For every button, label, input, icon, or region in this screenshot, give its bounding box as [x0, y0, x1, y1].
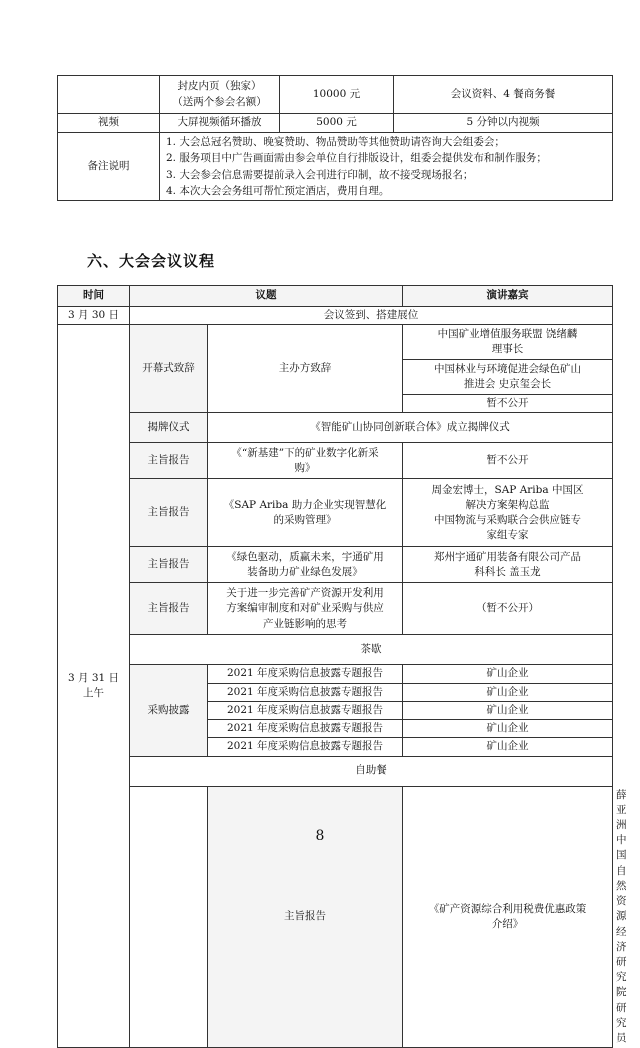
speaker-line: 院 研究员 [616, 986, 627, 1045]
price-cell: 5000 元 [280, 114, 394, 133]
note-line: 1. 大会总冠名赞助、晚宴赞助、物品赞助等其他赞助请咨询大会组委会； [166, 136, 505, 148]
speaker-cell: 矿山企业 [403, 665, 613, 683]
note-line: 4. 本次大会会务组可帮忙预定酒店，费用自理。 [166, 184, 390, 197]
speaker-line: 中国矿业增值服务联盟 饶绪麟 [437, 328, 578, 340]
page-number: 8 [315, 828, 325, 844]
item-cell: 大屏视频循环播放 [160, 114, 280, 133]
item-line: 封皮内页（独家） [177, 80, 262, 93]
topic-cell [208, 547, 403, 583]
date-line: 3 月 31 日 [67, 672, 120, 685]
topic-cell: 主办方致辞 [208, 325, 403, 413]
speaker-cell: 矿山企业 [403, 738, 613, 756]
table-row [58, 786, 613, 1048]
topic-cell: 2021 年度采购信息披露专题报告 [208, 683, 403, 701]
table-row [58, 665, 613, 683]
speaker-line: 理事长 [491, 343, 524, 356]
topic-line: 《矿产资源综合利用税费优惠政策 [428, 902, 587, 915]
table-row [58, 635, 613, 665]
session-label: 主旨报告 [130, 547, 208, 583]
topic-line: 装备助力矿业绿色发展》 [247, 565, 363, 578]
table-row [58, 756, 613, 786]
table-row [58, 583, 613, 635]
session-label: 主旨报告 [130, 583, 208, 635]
session-label: 揭牌仪式 [130, 413, 208, 443]
date-cell: 3 月 30 日 [58, 307, 130, 325]
topic-line: 《“新基建”下的矿业数字化新采 [231, 446, 379, 459]
notes-content [160, 133, 613, 201]
sponsorship-table [57, 75, 613, 201]
speaker-line: 解决方案架构总监 [465, 498, 550, 511]
speaker-line: 科科长 盖玉龙 [474, 565, 541, 578]
table-row [58, 76, 613, 114]
table-row [58, 443, 613, 479]
note-line: 3. 大会参会信息需要提前录入会刊进行印制，故不接受现场报名； [166, 168, 474, 181]
agenda-table [57, 285, 637, 1048]
speaker-cell: 矿山企业 [403, 701, 613, 719]
speaker-line: 薛亚洲 中国自然资源经济研究 [616, 788, 637, 984]
table-row [58, 307, 613, 325]
header-speaker: 演讲嘉宾 [403, 286, 613, 307]
table-row [58, 479, 613, 547]
speaker-cell: 暂不公开 [403, 443, 613, 479]
table-row [58, 547, 613, 583]
section-title: 六、大会会议议程 [87, 252, 216, 270]
benefit-cell: 会议资料、4 餐商务餐 [394, 76, 613, 114]
table-row [58, 114, 613, 133]
table-row [58, 325, 613, 360]
topic-cell [208, 583, 403, 635]
date-line: 上午 [83, 687, 104, 700]
topic-line: 介绍》 [491, 917, 524, 930]
session-label: 主旨报告 [130, 443, 208, 479]
item-cell [160, 76, 280, 114]
checkin-cell: 会议签到、搭建展位 [130, 307, 613, 325]
speaker-line: 家组专家 [486, 529, 529, 542]
speaker-line: 周金宏博士，SAP Ariba 中国区 [431, 483, 584, 496]
topic-line: 产业链影响的思考 [263, 617, 347, 630]
topic-cell [208, 443, 403, 479]
table-header-row [58, 286, 613, 307]
topic-line: 方案编审制度和对矿业采购与供应 [226, 602, 384, 615]
category-cell-empty [58, 76, 160, 114]
date-cell [58, 325, 130, 1048]
topic-line: 的采购管理》 [273, 513, 337, 526]
header-topic: 议题 [130, 286, 403, 307]
topic-cell [208, 479, 403, 547]
topic-line: 购》 [294, 461, 316, 474]
session-label: 采购披露 [130, 665, 208, 756]
speaker-line: 中国林业与环境促进会绿色矿山 [434, 363, 581, 375]
topic-cell: 2021 年度采购信息披露专题报告 [208, 665, 403, 683]
item-line: （送两个参会名额） [172, 95, 267, 108]
table-row [58, 413, 613, 443]
session-label: 主旨报告 [130, 479, 208, 547]
speaker-cell [403, 547, 613, 583]
topic-line: 《SAP Ariba 助力企业实现智慧化 [223, 498, 387, 511]
session-label: 主旨报告 [208, 786, 403, 1048]
speaker-cell [403, 360, 613, 395]
speaker-line: 郑州宇通矿用装备有限公司产品 [434, 550, 581, 563]
speaker-cell: 矿山企业 [403, 720, 613, 738]
header-time: 时间 [58, 286, 130, 307]
date-cell-empty [130, 786, 208, 1048]
topic-line: 《绿色驱动，质赢未来，宇通矿用 [226, 550, 384, 563]
category-cell: 视频 [58, 114, 160, 133]
topic-cell [403, 786, 613, 1048]
buffet-cell: 自助餐 [130, 756, 613, 786]
speaker-cell: 矿山企业 [403, 683, 613, 701]
benefit-cell: 5 分钟以内视频 [394, 114, 613, 133]
price-cell: 10000 元 [280, 76, 394, 114]
session-label: 开幕式致辞 [130, 325, 208, 413]
unveil-cell: 《智能矿山协同创新联合体》成立揭牌仪式 [208, 413, 613, 443]
notes-row [58, 133, 613, 201]
topic-line: 关于进一步完善矿产资源开发利用 [226, 587, 384, 600]
speaker-line: 推进会 史京玺会长 [463, 378, 552, 391]
note-line: 2. 服务项目中广告画面需由参会单位自行排版设计，组委会提供发布和制作服务； [166, 152, 547, 165]
speaker-cell: （暂不公开） [403, 583, 613, 635]
topic-cell: 2021 年度采购信息披露专题报告 [208, 720, 403, 738]
topic-cell: 2021 年度采购信息披露专题报告 [208, 738, 403, 756]
tea-break-cell: 茶歇 [130, 635, 613, 665]
speaker-cell: 暂不公开 [403, 395, 613, 413]
speaker-cell [403, 325, 613, 360]
topic-cell: 2021 年度采购信息披露专题报告 [208, 701, 403, 719]
speaker-line: 中国物流与采购联合会供应链专 [434, 513, 581, 526]
notes-label: 备注说明 [58, 133, 160, 201]
speaker-cell [403, 479, 613, 547]
